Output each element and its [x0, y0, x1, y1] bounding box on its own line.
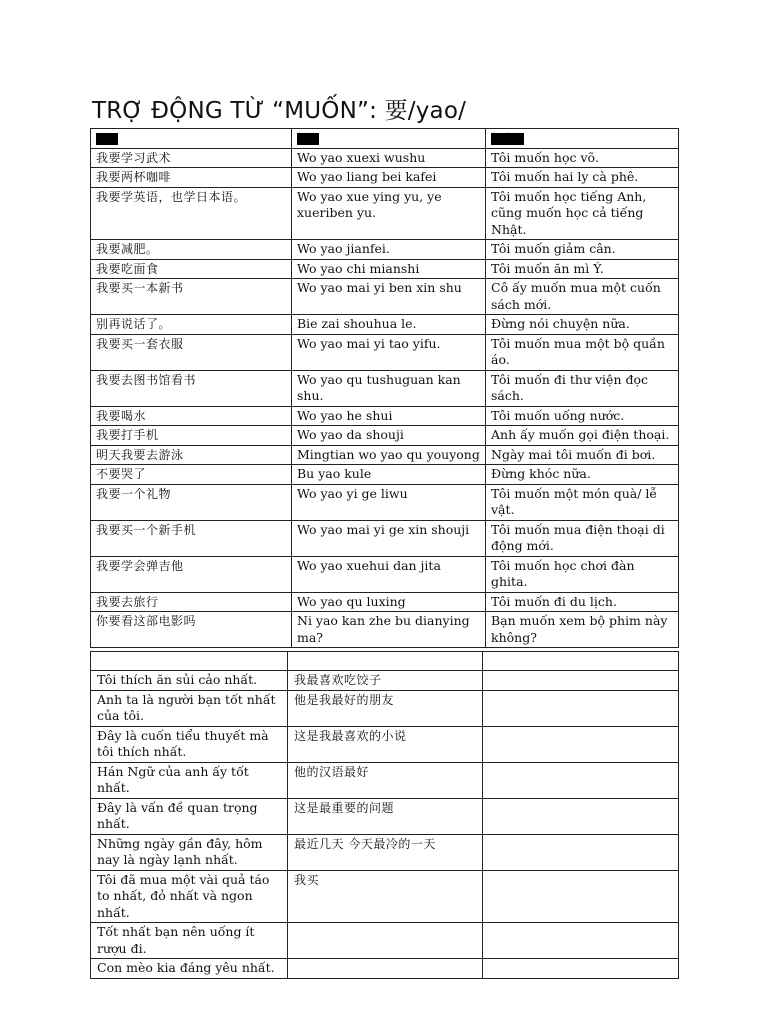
- table-row: [91, 484, 679, 520]
- table-row: [91, 334, 679, 370]
- table-row: [91, 959, 679, 979]
- table-cell: 我要两杯咖啡: [91, 168, 292, 188]
- table-cell: 这是我最喜欢的小说: [288, 726, 483, 762]
- column-header: [91, 652, 288, 671]
- table-cell: Tôi đã mua một vài quả táo to nhất, đỏ nhất và ngon nhất.: [91, 870, 288, 923]
- column-header: [91, 129, 292, 149]
- table-row: [91, 834, 679, 870]
- table-cell: 我要减肥。: [91, 240, 292, 260]
- table-cell: Bu yao kule: [292, 465, 486, 485]
- column-header: [292, 129, 486, 149]
- column-header-label: 拼音: [297, 132, 319, 145]
- table-cell: 我要一个礼物: [91, 484, 292, 520]
- table-row: [91, 923, 679, 959]
- table-row: [91, 370, 679, 406]
- table-cell: [483, 834, 679, 870]
- table-cell: Hán Ngữ của anh ấy tốt nhất.: [91, 762, 288, 798]
- column-header: [486, 129, 679, 149]
- table-row: [91, 592, 679, 612]
- table-cell: 他的汉语最好: [288, 762, 483, 798]
- table-cell: [288, 959, 483, 979]
- table-cell: Wo yao mai yi tao yifu.: [292, 334, 486, 370]
- table-cell: Wo yao qu tushuguan kan shu.: [292, 370, 486, 406]
- table-cell: Bie zai shouhua le.: [292, 315, 486, 335]
- table-cell: Đây là cuốn tiểu thuyết mà tôi thích nhất.: [91, 726, 288, 762]
- table-header-row: [91, 652, 679, 671]
- table-row: [91, 690, 679, 726]
- table-row: [91, 612, 679, 648]
- table-cell: Tôi muốn một món quà/ lễ vật.: [486, 484, 679, 520]
- table-cell: 我要去旅行: [91, 592, 292, 612]
- table-row: [91, 148, 679, 168]
- table-cell: Tốt nhất bạn nên uống ít rượu đi.: [91, 923, 288, 959]
- table-row: [91, 520, 679, 556]
- table-cell: Tôi muốn học chơi đàn ghita.: [486, 556, 679, 592]
- table-row: [91, 671, 679, 691]
- column-header: [288, 652, 483, 671]
- table-cell: Những ngày gần đây, hôm nay là ngày lạnh nhất.: [91, 834, 288, 870]
- table-cell: Anh ta là người bạn tốt nhất của tôi.: [91, 690, 288, 726]
- table-cell: 我最喜欢吃饺子: [288, 671, 483, 691]
- table-cell: Wo yao xuexi wushu: [292, 148, 486, 168]
- table-row: [91, 465, 679, 485]
- table-cell: [483, 690, 679, 726]
- table-cell: 我要买一本新书: [91, 279, 292, 315]
- table-row: [91, 168, 679, 188]
- table-cell: 他是我最好的朋友: [288, 690, 483, 726]
- table-cell: 我要买一套衣服: [91, 334, 292, 370]
- table-cell: Đây là vấn đề quan trọng nhất.: [91, 798, 288, 834]
- table-cell: [483, 798, 679, 834]
- table-cell: Wo yao yi ge liwu: [292, 484, 486, 520]
- table-row: [91, 726, 679, 762]
- table-cell: 我要学会弹吉他: [91, 556, 292, 592]
- table-cell: Wo yao chi mianshi: [292, 259, 486, 279]
- table-cell: 你要看这部电影吗: [91, 612, 292, 648]
- table-cell: 明天我要去游泳: [91, 445, 292, 465]
- table-row: [91, 426, 679, 446]
- vocabulary-table-yao: [90, 128, 679, 648]
- table-cell: Tôi muốn mua một bộ quần áo.: [486, 334, 679, 370]
- table-cell: Ngày mai tôi muốn đi bơi.: [486, 445, 679, 465]
- table-cell: 我要学英语，也学日本语。: [91, 187, 292, 240]
- table-cell: Bạn muốn xem bộ phim này không?: [486, 612, 679, 648]
- table-cell: [483, 959, 679, 979]
- table-cell: 不要哭了: [91, 465, 292, 485]
- table-cell: Tôi muốn ăn mì Ý.: [486, 259, 679, 279]
- table-cell: Đừng nói chuyện nữa.: [486, 315, 679, 335]
- table-cell: 我要买一个新手机: [91, 520, 292, 556]
- table-cell: Tôi muốn học tiếng Anh, cũng muốn học cả tiếng Nhật.: [486, 187, 679, 240]
- table-header-row: [91, 129, 679, 149]
- table-cell: 我要去图书馆看书: [91, 370, 292, 406]
- table-cell: Con mèo kia đáng yêu nhất.: [91, 959, 288, 979]
- table-cell: 我要喝水: [91, 406, 292, 426]
- table-cell: Wo yao mai yi ben xin shu: [292, 279, 486, 315]
- table-cell: Cô ấy muốn mua một cuốn sách mới.: [486, 279, 679, 315]
- table-cell: Wo yao xuehui dan jita: [292, 556, 486, 592]
- table-cell: Mingtian wo yao qu youyong: [292, 445, 486, 465]
- translation-exercise-table: [90, 651, 679, 979]
- table-cell: [288, 923, 483, 959]
- table-cell: 我买: [288, 870, 483, 923]
- table-cell: Tôi thích ăn sủi cảo nhất.: [91, 671, 288, 691]
- table-row: [91, 556, 679, 592]
- table-cell: 最近几天 今天最冷的一天: [288, 834, 483, 870]
- table-cell: Wo yao mai yi ge xin shouji: [292, 520, 486, 556]
- table-cell: Wo yao da shouji: [292, 426, 486, 446]
- table-row: [91, 187, 679, 240]
- table-cell: [483, 671, 679, 691]
- table-cell: Wo yao qu luxing: [292, 592, 486, 612]
- table-cell: Wo yao xue ying yu, ye xueriben yu.: [292, 187, 486, 240]
- table-cell: 这是最重要的问题: [288, 798, 483, 834]
- table-cell: Wo yao jianfei.: [292, 240, 486, 260]
- column-header-label: 汉字: [96, 132, 118, 145]
- table-cell: Ni yao kan zhe bu dianying ma?: [292, 612, 486, 648]
- column-header: [483, 652, 679, 671]
- page-title: TRỢ ĐỘNG TỪ “MUỐN”: 要/yao/: [92, 98, 467, 124]
- table-cell: Tôi muốn đi thư viện đọc sách.: [486, 370, 679, 406]
- table-cell: [483, 870, 679, 923]
- table-row: [91, 259, 679, 279]
- table-cell: Đừng khóc nữa.: [486, 465, 679, 485]
- table-cell: 我要学习武术: [91, 148, 292, 168]
- table-cell: 我要吃面食: [91, 259, 292, 279]
- table-cell: Anh ấy muốn gọi điện thoại.: [486, 426, 679, 446]
- table-cell: Wo yao liang bei kafei: [292, 168, 486, 188]
- table-cell: Tôi muốn giảm cân.: [486, 240, 679, 260]
- table-cell: Tôi muốn mua điện thoại di động mới.: [486, 520, 679, 556]
- table-cell: 我要打手机: [91, 426, 292, 446]
- table-row: [91, 870, 679, 923]
- table-row: [91, 406, 679, 426]
- table-cell: 别再说话了。: [91, 315, 292, 335]
- table-row: [91, 240, 679, 260]
- table-row: [91, 315, 679, 335]
- table-cell: [483, 726, 679, 762]
- table-row: [91, 762, 679, 798]
- table-cell: Tôi muốn học võ.: [486, 148, 679, 168]
- table-cell: [483, 923, 679, 959]
- table-row: [91, 279, 679, 315]
- column-header-label: 越南语: [491, 132, 524, 145]
- table-cell: [483, 762, 679, 798]
- table-cell: Tôi muốn đi du lịch.: [486, 592, 679, 612]
- table-row: [91, 445, 679, 465]
- table-cell: Tôi muốn hai ly cà phê.: [486, 168, 679, 188]
- table-cell: Tôi muốn uống nước.: [486, 406, 679, 426]
- table-cell: Wo yao he shui: [292, 406, 486, 426]
- table-row: [91, 798, 679, 834]
